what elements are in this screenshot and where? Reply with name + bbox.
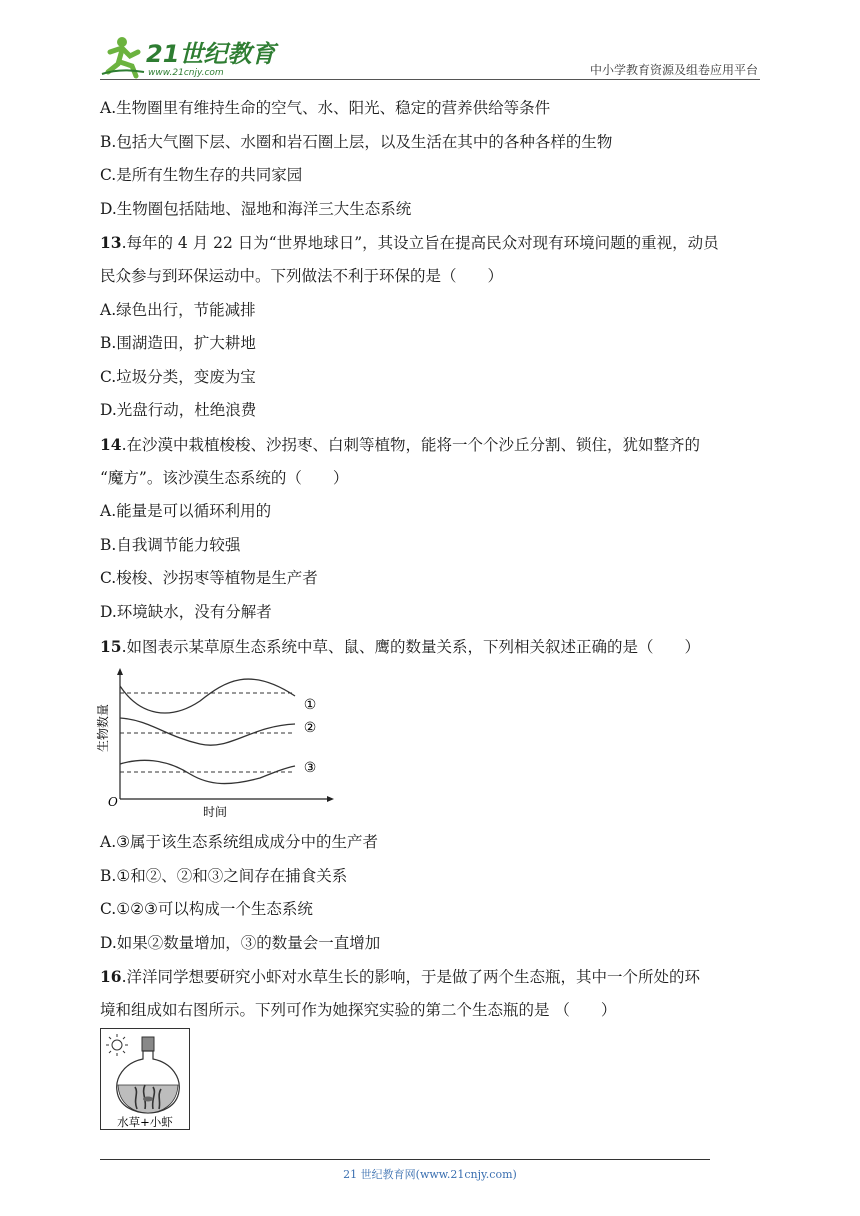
q14-option-d: D.环境缺水，没有分解者 [100, 602, 272, 621]
q14-option-a: A.能量是可以循环利用的 [100, 502, 272, 521]
q15-option-c: C.①②③可以构成一个生态系统 [100, 900, 313, 919]
sun-icon [106, 1034, 128, 1056]
page-header [100, 30, 760, 80]
logo-url: www.21cnjy.com [148, 68, 224, 78]
q12-option-c: C.是所有生物生存的共同家园 [100, 166, 303, 185]
x-axis-arrow [327, 796, 334, 802]
q16-stem-line1: 16.洋洋同学想要研究小虾对水草生长的影响，于是做了两个生态瓶，其中一个所处的环 [100, 967, 701, 987]
q13-number: 13 [100, 233, 122, 253]
q15-population-figure [96, 666, 335, 822]
curve-3-label: ③ [303, 760, 317, 776]
q13-stem-line2: 民众参与到环保运动中。下列做法不利于环保的是（ ） [100, 266, 504, 285]
q15-q16-content [100, 826, 765, 1028]
curve-2 [120, 718, 295, 745]
q15-option-d: D.如果②数量增加，③的数量会一直增加 [100, 933, 381, 952]
origin-label: O [108, 795, 118, 809]
question-content [100, 92, 765, 663]
q16-number: 16 [100, 967, 122, 987]
q14-stem-line1: 14.在沙漠中栽植梭梭、沙拐枣、白刺等植物，能将一个个沙丘分割、锁住，犹如整齐的 [100, 434, 701, 454]
q15-number: 15 [100, 636, 122, 656]
y-axis-arrow [117, 668, 123, 675]
q12-option-d: D.生物圈包括陆地、湿地和海洋三大生态系统 [100, 199, 412, 218]
q15-option-a: A.③属于该生态系统组成成分中的生产者 [100, 833, 379, 851]
header-divider [100, 79, 760, 80]
q15-stem: 15.如图表示某草原生态系统中草、鼠、鹰的数量关系，下列相关叙述正确的是（ ） [100, 636, 701, 656]
q13-option-b: B.围湖造田，扩大耕地 [100, 334, 256, 353]
q13-option-a: A.绿色出行，节能减排 [100, 300, 256, 319]
logo-21cnjy [100, 34, 276, 80]
q14-number: 14 [100, 434, 122, 454]
q14-stem-line2: “魔方”。该沙漠生态系统的（ ） [100, 468, 349, 487]
logo-title: 21世纪教育 [146, 40, 276, 68]
platform-title: 中小学教育资源及组卷应用平台 [589, 63, 758, 77]
curve-2-label: ② [303, 720, 317, 736]
q14-option-b: B.自我调节能力较强 [100, 535, 241, 554]
q13-stem-line1: 13.每年的 4 月 22 日为“世界地球日”，其设立旨在提高民众对现有环境问题的重视，动员 [100, 233, 719, 253]
y-axis-label: 生物数量 [96, 703, 110, 753]
shrimp-icon [143, 1097, 153, 1102]
q16-eco-bottle-figure [100, 1028, 190, 1130]
x-axis-label: 时间 [202, 805, 228, 819]
page-footer: 21 世纪教育网(www.21cnjy.com) [343, 1168, 517, 1181]
q15-option-b: B.①和②、②和③之间存在捕食关系 [100, 866, 348, 885]
q14-option-c: C.梭梭、沙拐枣等植物是生产者 [100, 569, 318, 588]
q12-option-a: A.生物圈里有维持生命的空气、水、阳光、稳定的营养供给等条件 [100, 99, 551, 117]
footer-divider [100, 1159, 710, 1160]
bottle-caption: 水草+小虾 [117, 1115, 173, 1129]
q13-option-d: D.光盘行动，杜绝浪费 [100, 401, 257, 420]
curve-1-label: ① [303, 697, 317, 713]
eco-bottle-drawing [101, 1029, 189, 1129]
q12-option-b: B.包括大气圈下层、水圈和岩石圈上层，以及生活在其中的各种各样的生物 [100, 132, 613, 151]
bottle-cap [142, 1037, 154, 1051]
q13-option-c: C.垃圾分类，变废为宝 [100, 367, 256, 386]
curve-1 [120, 679, 295, 713]
q16-stem-line2: 境和组成如右图所示。下列可作为她探究实验的第二个生态瓶的是 （ ） [100, 1000, 617, 1019]
